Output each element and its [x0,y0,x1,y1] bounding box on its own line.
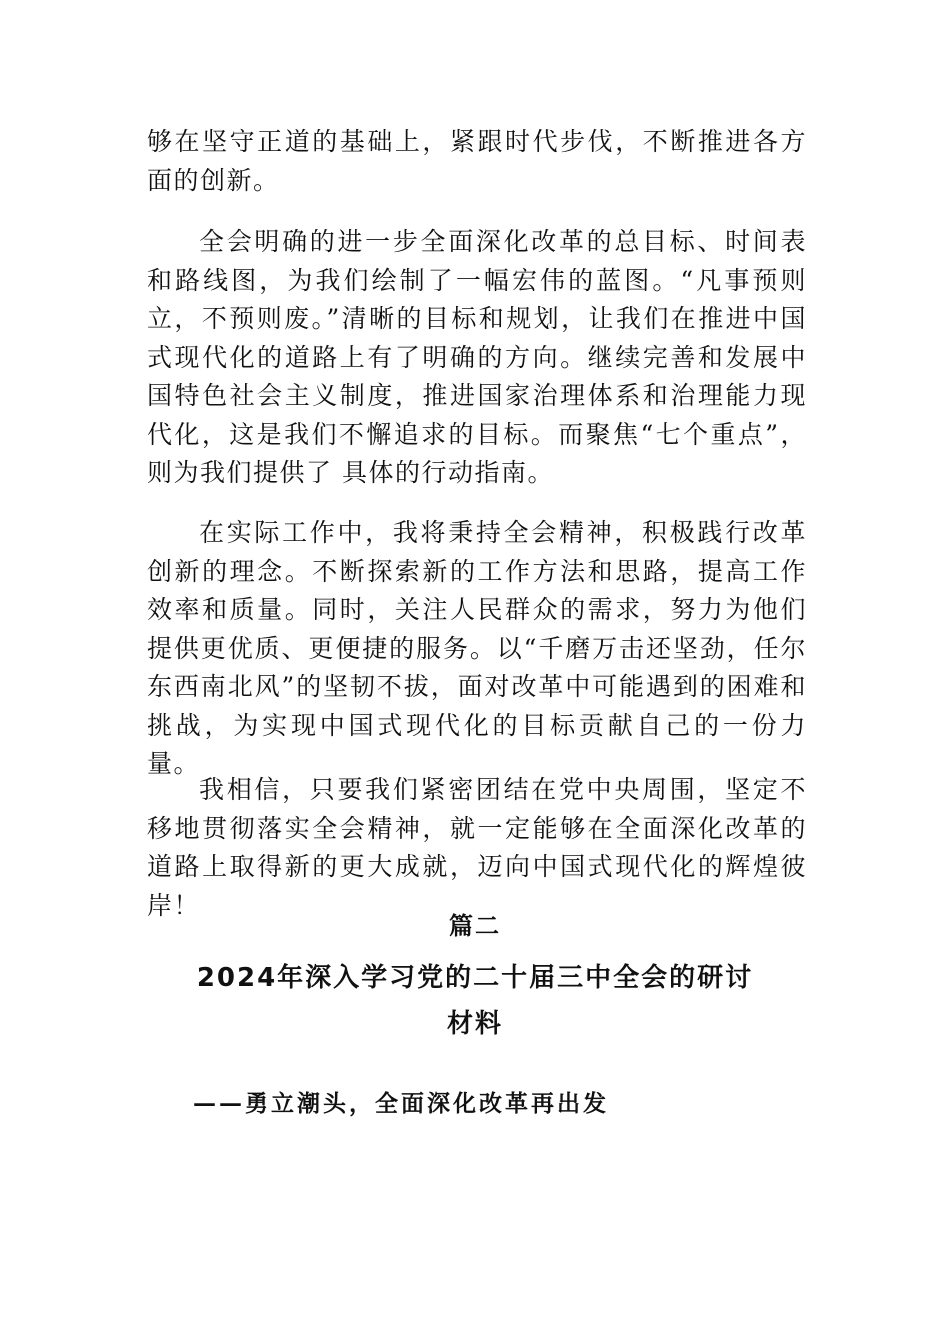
paragraph-conclusion: 我相信，只要我们紧密团结在党中央周围，坚定不移地贯彻落实全会精神，就一定能够在全面深化改革的道路上取得新的更大成就，迈向中国式现代化的辉煌彼岸！ [147,775,807,920]
document-title: 2024年深入学习党的二十届三中全会的研讨材料 [196,963,754,1039]
paragraph-goals: 全会明确的进一步全面深化改革的总目标、时间表和路线图，为我们绘制了一幅宏伟的蓝图。“凡事预则立，不预则废。”清晰的目标和规划，让我们在推进中国式现代化的道路上有了明确的方向。继续完善和发展中国特色社会主义制度，推进国家治理体系和治理能力现代化，这是我们不懈追求的目标。而聚焦“七个重点”，则为我们提供了 具体的行动指南。 [147,227,807,487]
paragraph-practice: 在实际工作中，我将秉持全会精神，积极践行改革创新的理念。不断探索新的工作方法和思路，提高工作效率和质量。同时，关注人民群众的需求，努力为他们提供更优质、更便捷的服务。以“千磨万击还坚劲，任尔东西南北风”的坚韧不拔，面对改革中可能遇到的困难和挑战，为实现中国式现代化的目标贡献自己的一份力量。 [147,518,807,778]
document-subtitle: ——勇立潮头，全面深化改革再出发 [193,1090,609,1117]
paragraph-continuation: 够在坚守正道的基础上，紧跟时代步伐，不断推进各方面的创新。 [147,127,807,195]
section-label: 篇二 [449,912,501,940]
